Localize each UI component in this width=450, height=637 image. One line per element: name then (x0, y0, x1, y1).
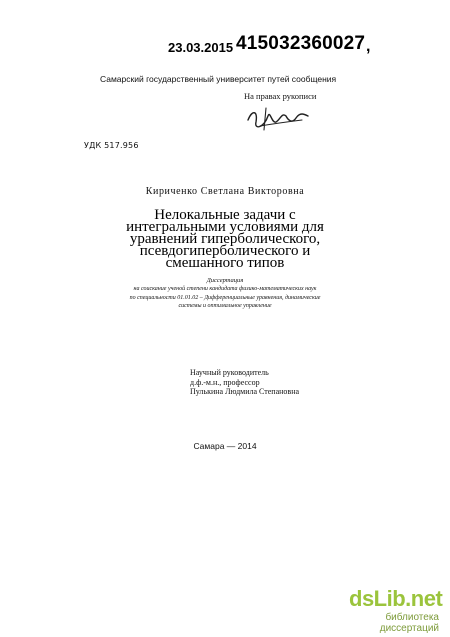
title-line: смешанного типов (165, 255, 285, 271)
supervisor-line: д.ф.-м.н., профессор (190, 377, 260, 387)
udc-code: УДК 517.956 (84, 141, 139, 150)
dissertation-title (0, 209, 450, 269)
title-line: уравнений гиперболического, (129, 231, 321, 247)
place-and-year: Самара — 2014 (193, 441, 257, 451)
dslib-watermark (343, 586, 443, 634)
watermark-brand: dsLib.net (349, 586, 443, 611)
supervisor-block (190, 368, 299, 397)
supervisor-line: Пулькина Людмила Степановна (190, 387, 300, 396)
watermark-tagline: библиотека диссертаций (379, 612, 439, 634)
stamp-mark: , (366, 38, 371, 55)
handwritten-signature-icon (242, 102, 322, 134)
title-line: псевдогиперболического и (139, 243, 311, 259)
document-genre: Диссертация (206, 277, 244, 284)
title-line: интегральными условиями для (126, 219, 324, 235)
title-line: Нелокальные задачи с (154, 207, 296, 223)
registration-number-stamp: 415032360027 (236, 33, 366, 54)
author-name: Кириченко Светлана Викторовна (145, 186, 305, 197)
university-name: Самарский государственный университет путей сообщения (100, 74, 337, 84)
supervisor-line: Научный руководитель (190, 368, 269, 377)
purpose-line: на соискание ученой степени кандидата физико-математических наук (133, 286, 317, 292)
purpose-line: системы и оптимальное управление (178, 303, 272, 309)
degree-purpose (0, 285, 450, 311)
manuscript-rights-note: На правах рукописи (244, 91, 317, 101)
registration-date-stamp: 23.03.2015 (168, 40, 234, 55)
purpose-line: по специальности 01.01.02 – Дифференциальные уравнения, динамические (129, 294, 321, 301)
